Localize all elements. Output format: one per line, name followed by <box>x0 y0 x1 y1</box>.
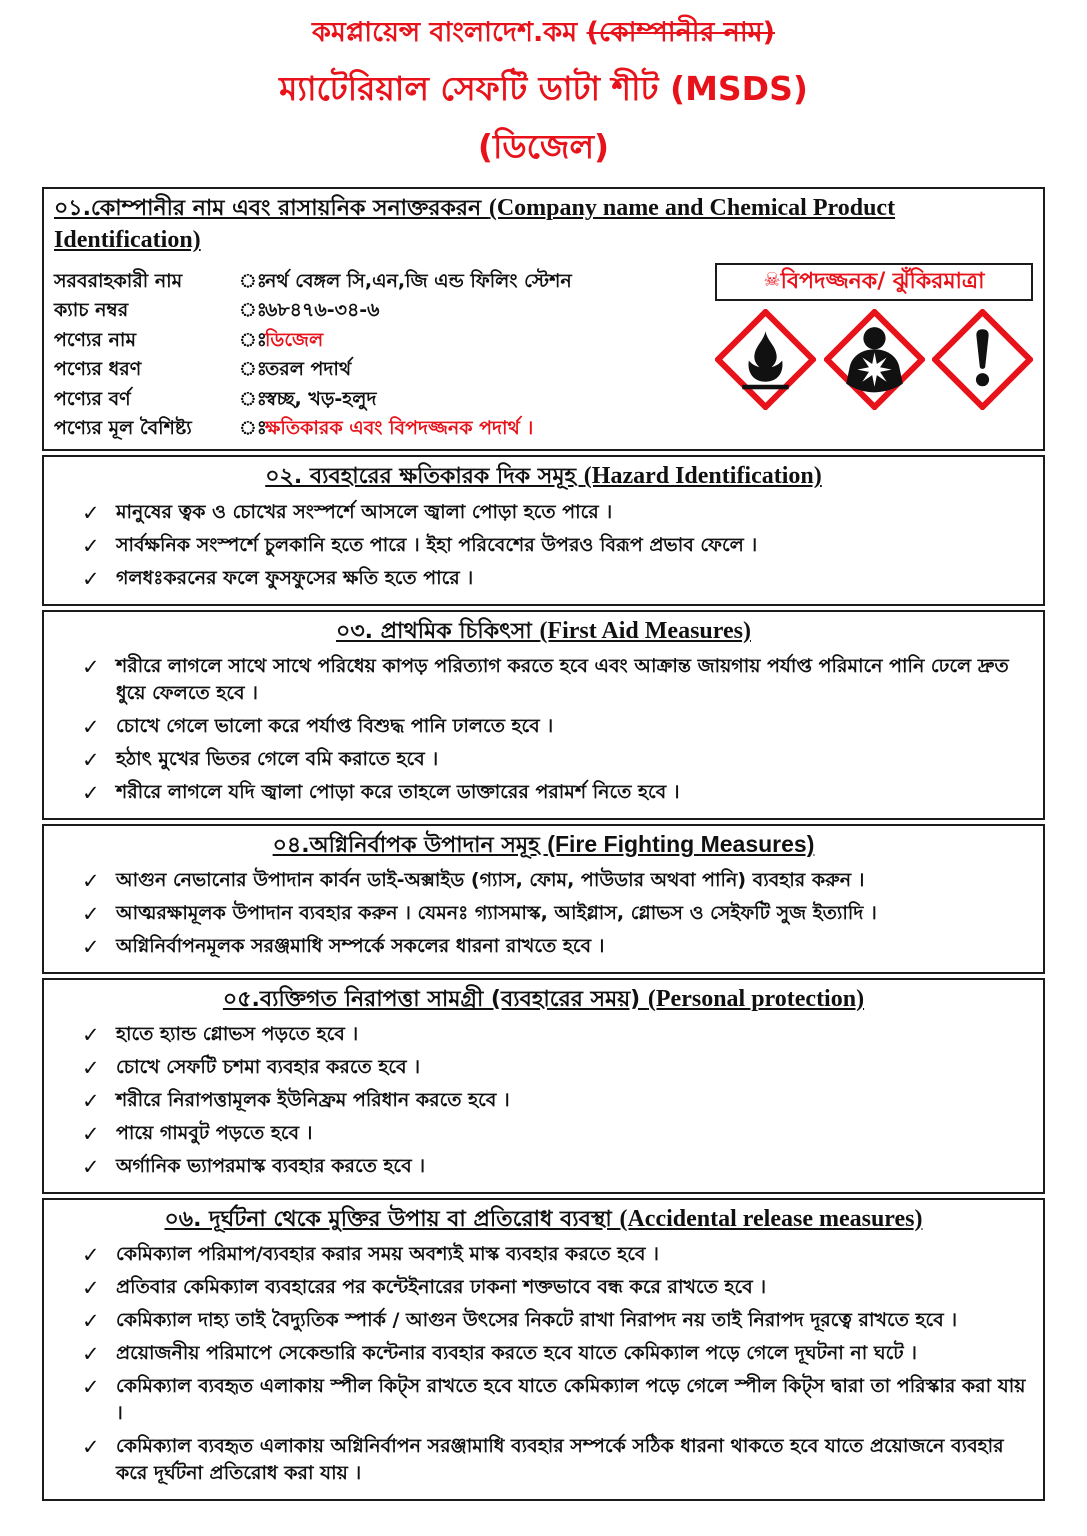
section-hazard-identification <box>42 455 1045 605</box>
check-icon: ✓ <box>82 1309 100 1334</box>
checklist-item <box>54 1087 1033 1114</box>
field-label: সরবরাহকারী নাম <box>54 269 183 292</box>
field-row-product-type <box>54 355 715 384</box>
checklist-item <box>54 565 1033 592</box>
checklist-item-text: কেমিক্যাল ব্যবহৃত এলাকায় অগ্নিনির্বাপন সরঞ্জামাধি ব্যবহার সম্পর্কে সঠিক ধারনা থাকতে হবে যাতে প্রয়োজনে ব্যবহার করে দূর্ঘটনা প্রতিরোধ করা যায় । <box>116 1434 1004 1484</box>
field-separator: ঃ <box>239 269 267 292</box>
section-accidental-release-measures <box>42 1198 1045 1501</box>
field-separator: ঃ <box>239 387 267 410</box>
checklist-item <box>54 1307 1033 1334</box>
checklist-item-text: কেমিক্যাল দাহ্য তাই বৈদ্যুতিক স্পার্ক / আগুন উৎসের নিকটে রাখা নিরাপদ নয় তাই নিরাপদ দূরত্বে রাখতে হবে । <box>116 1309 958 1332</box>
section5-title-bn: ০৫.ব্যক্তিগত নিরাপত্তা সামগ্রী (ব্যবহারের সময়) <box>222 986 648 1012</box>
check-icon: ✓ <box>82 901 100 926</box>
field-row-product-color <box>54 385 715 414</box>
checklist-item-text: মানুষের ত্বক ও চোখের সংস্পর্শে আসলে জ্বালা পোড়া হতে পারে । <box>116 500 613 523</box>
section-first-aid-measures <box>42 610 1045 820</box>
check-icon: ✓ <box>82 566 100 591</box>
checklist-item <box>54 1274 1033 1301</box>
section3-title-en: (First Aid Measures) <box>539 617 751 644</box>
check-icon: ✓ <box>82 934 100 959</box>
check-icon: ✓ <box>82 655 100 680</box>
check-icon: ✓ <box>82 1243 100 1268</box>
product-fields <box>54 263 715 444</box>
section2-title-en: (Hazard Identification) <box>583 463 822 490</box>
skull-crossbones-icon: ☠ <box>763 268 781 291</box>
checklist-item <box>54 1153 1033 1180</box>
check-icon: ✓ <box>82 1088 100 1113</box>
field-value: নর্থ বেঙ্গল সি,এন,জি এন্ড ফিলিং স্টেশন <box>265 269 572 292</box>
section6-title-en: (Accidental release measures) <box>619 1205 923 1232</box>
check-icon: ✓ <box>82 533 100 558</box>
field-label: পণ্যের ধরণ <box>54 358 142 381</box>
hazard-panel <box>715 263 1033 444</box>
checklist-item-text: শরীরে লাগলে যদি জ্বালা পোড়া করে তাহলে ডাক্তারের পরামর্শ নিতে হবে । <box>116 780 680 803</box>
checklist-item-text: অগ্নিনির্বাপনমূলক সরঞ্জমাধি সম্পর্কে সকলের ধারনা রাখতে হবে । <box>116 934 605 957</box>
section3-title-bn: ০৩. প্রাথমিক চিকিৎসা <box>336 618 540 644</box>
checklist-item <box>54 779 1033 806</box>
check-icon: ✓ <box>82 868 100 893</box>
field-row-supplier <box>54 267 715 296</box>
section3-title <box>54 615 1033 647</box>
section5-items <box>54 1021 1033 1180</box>
health-hazard-icon <box>824 309 925 410</box>
checklist-item-text: কেমিক্যাল পরিমাপ/ব্যবহার করার সময় অবশ্যই মাস্ক ব্যবহার করতে হবে । <box>116 1243 659 1266</box>
checklist-item-text: কেমিক্যাল ব্যবহৃত এলাকায় স্পীল কিট্স রাখতে হবে যাতে কেমিক্যাল পড়ে গেলে স্পীল কিট্স দ্বারা তা পরিস্কার করা যায় । <box>116 1375 1026 1424</box>
check-icon: ✓ <box>82 780 100 805</box>
checklist-item <box>54 653 1033 707</box>
checklist-item-text: সার্বক্ষনিক সংস্পর্শে চুলকানি হতে পারে । ইহা পরিবেশের উপরও বিরূপ প্রভাব ফেলে । <box>116 533 758 556</box>
section1-title-bn: ০১.কোম্পানীর নাম এবং রাসায়নিক সনাক্তরকরন <box>54 196 489 221</box>
checklist-item <box>54 1241 1033 1268</box>
field-row-product-name <box>54 326 715 355</box>
field-label: ক্যাচ নম্বর <box>54 299 129 322</box>
field-separator: ঃ <box>239 328 267 351</box>
checklist-item <box>54 532 1033 559</box>
checklist-item-text: হাতে হ্যান্ড গ্লোভস পড়তে হবে । <box>116 1022 359 1045</box>
checklist-item-text: প্রতিবার কেমিক্যাল ব্যবহারের পর কন্টেইনারের ঢাকনা শক্তভাবে বন্ধ করে রাখতে হবে । <box>116 1276 767 1299</box>
section-fire-fighting-measures <box>42 824 1045 974</box>
section5-title <box>54 983 1033 1015</box>
checklist-item <box>54 1120 1033 1147</box>
field-separator: ঃ <box>239 358 267 381</box>
field-label: পণ্যের বর্ণ <box>54 387 131 410</box>
check-icon: ✓ <box>82 1022 100 1047</box>
section2-items <box>54 499 1033 592</box>
section2-title <box>54 460 1033 492</box>
field-label: পণ্যের নাম <box>54 328 136 351</box>
hazard-banner-label: বিপদজ্জনক/ ঝুঁকিরমাত্রা <box>780 268 985 294</box>
checklist-item <box>54 713 1033 740</box>
field-value: তরল পদার্থ <box>265 358 352 381</box>
field-separator: ঃ <box>239 299 267 322</box>
checklist-item <box>54 499 1033 526</box>
checklist-item <box>54 867 1033 894</box>
flame-icon <box>715 309 816 410</box>
document-header <box>0 12 1087 177</box>
check-icon: ✓ <box>82 500 100 525</box>
checklist-item-text: অর্গানিক ভ্যাপরমাস্ক ব্যবহার করতে হবে । <box>116 1154 426 1177</box>
check-icon: ✓ <box>82 1342 100 1367</box>
checklist-item <box>54 1433 1033 1487</box>
check-icon: ✓ <box>82 715 100 740</box>
ghs-pictograms <box>715 309 1033 410</box>
section6-items <box>54 1241 1033 1487</box>
section4-title <box>54 829 1033 861</box>
hazard-banner <box>715 263 1033 301</box>
section4-title-en: (Fire Fighting Measures) <box>547 830 815 857</box>
section5-title-en: (Personal protection) <box>647 985 865 1012</box>
document-title: ম্যাটেরিয়াল সেফটি ডাটা শীট (MSDS) <box>279 69 808 108</box>
checklist-item <box>54 1340 1033 1367</box>
checklist-item <box>54 1054 1033 1081</box>
site-title: কমপ্লায়েন্স বাংলাদেশ.কম <box>311 17 587 48</box>
field-value: স্বচ্ছ, খড়-হলুদ <box>265 387 377 410</box>
section3-items <box>54 653 1033 806</box>
check-icon: ✓ <box>82 1276 100 1301</box>
section2-title-bn: ০২. ব্যবহারের ক্ষতিকারক দিক সমূহ <box>265 464 584 490</box>
section6-title-bn: ০৬. দূর্ঘটনা থেকে মুক্তির উপায় বা প্রতিরোধ ব্যবস্থা <box>164 1206 620 1232</box>
product-name: (ডিজেল) <box>477 127 610 166</box>
field-row-cas-number <box>54 296 715 325</box>
field-row-product-characteristics <box>54 414 715 443</box>
check-icon: ✓ <box>82 1375 100 1400</box>
field-separator: ঃ <box>239 416 267 439</box>
field-value: ৬৮৪৭৬-৩৪-৬ <box>265 299 380 322</box>
section-personal-protection <box>42 978 1045 1194</box>
checklist-item-text: প্রয়োজনীয় পরিমাপে সেকেন্ডারি কন্টেনার ব্যবহার করতে হবে যাতে কেমিক্যাল পড়ে গেলে দূঘটনা না ঘটে । <box>116 1342 917 1365</box>
section1-title <box>54 192 1033 257</box>
checklist-item <box>54 933 1033 960</box>
checklist-item-text: শরীরে নিরাপত্তামূলক ইউনিফ্রম পরিধান করতে হবে । <box>116 1088 510 1111</box>
checklist-item-text: শরীরে লাগলে সাথে সাথে পরিধেয় কাপড় পরিত্যাগ করতে হবে এবং আক্রান্ত জায়গায় পর্যাপ্ত পরিমানে পানি ঢেলে দ্রুত ধুয়ে ফেলতে হবে । <box>116 655 1009 705</box>
check-icon: ✓ <box>82 1434 100 1459</box>
section4-items <box>54 867 1033 960</box>
section1-body <box>54 263 1033 444</box>
checklist-item-text: পায়ে গামবুট পড়তে হবে । <box>116 1121 313 1144</box>
checklist-item-text: চোখে সেফটি চশমা ব্যবহার করতে হবে । <box>116 1055 420 1078</box>
site-title-line <box>0 12 1087 57</box>
check-icon: ✓ <box>82 1055 100 1080</box>
checklist-item <box>54 900 1033 927</box>
check-icon: ✓ <box>82 748 100 772</box>
field-label: পণ্যের মূল বৈশিষ্ট্য <box>54 416 192 439</box>
checklist-item-text: গলধঃকরনের ফলে ফুসফুসের ক্ষতি হতে পারে । <box>116 566 474 589</box>
section6-title <box>54 1203 1033 1235</box>
field-value-product-name: ডিজেল <box>265 328 324 351</box>
checklist-item-text: আগুন নেভানোর উপাদান কার্বন ডাই-অক্সাইড (গ্যাস, ফোম, পাউডার অথবা পানি) ব্যবহার করুন । <box>116 868 865 891</box>
checklist-item <box>54 1373 1033 1427</box>
section4-title-bn: ০৪.অগ্নিনির্বাপক উপাদান সমূহ <box>272 832 548 858</box>
check-icon: ✓ <box>82 1121 100 1146</box>
checklist-item-text: চোখে গেলে ভালো করে পর্যাপ্ত বিশুদ্ধ পানি ঢালতে হবে । <box>116 715 554 738</box>
checklist-item <box>54 1021 1033 1048</box>
section1-title-en: (Company name and Chemical Product Identification) <box>54 195 896 254</box>
check-icon: ✓ <box>82 1154 100 1179</box>
exclamation-mark-icon <box>932 309 1033 410</box>
checklist-item-text: হঠাৎ মুখের ভিতর গেলে বমি করাতে হবে । <box>116 748 439 770</box>
field-value-characteristics: ক্ষতিকারক এবং বিপদজ্জনক পদার্থ । <box>265 416 534 439</box>
checklist-item-text: আত্মরক্ষামূলক উপাদান ব্যবহার করুন । যেমনঃ গ্যাসমাস্ক, আইগ্লাস, গ্লোভস ও সেইফটি সুজ ইত্যাদি । <box>116 901 877 924</box>
company-name-placeholder: (কোম্পানীর নাম) <box>586 17 775 48</box>
section-company-identification <box>42 187 1045 451</box>
checklist-item <box>54 746 1033 773</box>
